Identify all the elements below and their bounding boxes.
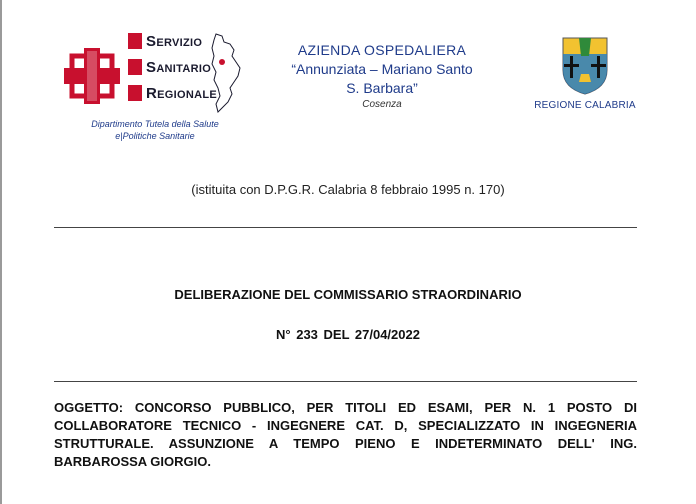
divider-bottom [54,381,637,382]
istituita-line: (istituita con D.P.G.R. Calabria 8 febbraio 1995 n. 170) [191,182,505,197]
ssr-initial-s1: S [146,32,157,50]
ssr-caption-line2: e|Politiche Sanitarie [115,131,195,141]
deliberation-title: DELIBERAZIONE DEL COMMISSARIO STRAORDINARIO [174,287,522,302]
divider-top [54,227,637,228]
red-cross-icon [64,48,120,104]
ssr-word-servizio: ERVIZIO [156,36,203,49]
page-edge [0,0,2,504]
regione-calabria-block [520,34,650,111]
regione-calabria-label: REGIONE CALABRIA [534,100,636,111]
ssr-word-sanitario: ANITARIO [156,62,212,75]
hospital-line3: S. Barbara” [346,80,418,96]
ssr-initial-r: R [146,84,158,102]
hospital-city: Cosenza [362,99,402,110]
ssr-word-regionale: EGIONALE [157,88,217,101]
deliberation-number: N° 233 DEL 27/04/2022 [276,327,420,342]
hospital-line1: AZIENDA OSPEDALIERA [297,42,467,58]
ssr-logo [60,28,250,141]
ssr-wordmark [128,28,217,106]
hospital-line2: “Annunziata – Mariano Santo [291,61,473,77]
calabria-map-icon [208,32,244,114]
hospital-name [262,41,502,112]
regione-calabria-emblem-icon [559,34,611,96]
ssr-initial-s2: S [146,58,157,76]
oggetto-paragraph: OGGETTO: CONCORSO PUBBLICO, PER TITOLI ED ESAMI, PER N. 1 POSTO DI COLLABORATORE TECNICO - INGEGNERE CAT. D, SPECIALIZZATO IN INGEGNERIA STRUTTURALE. ASSUNZIONE A TEMPO PIENO E INDETERMINATO DELL' ING. BARBAROSSA GIORGIO. [54,400,637,469]
ssr-caption-line1: Dipartimento Tutela della Salute [91,119,219,129]
